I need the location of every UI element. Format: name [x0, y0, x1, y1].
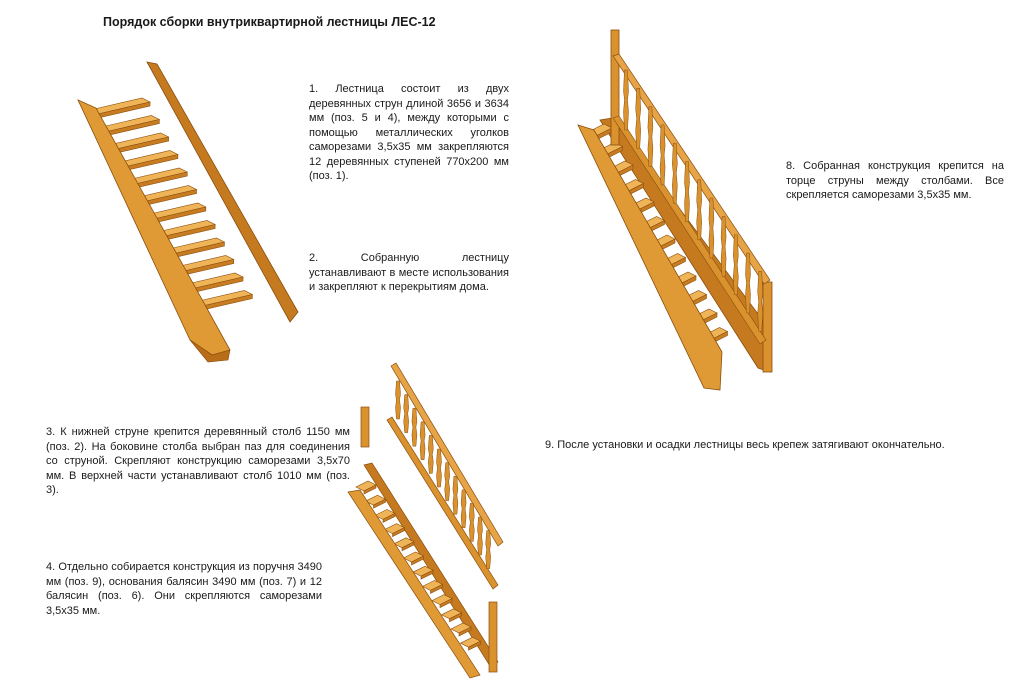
step-2-text: 2. Собранную лестницу устанавливают в месте использования и закрепляют к перекрытиям дома. [309, 252, 509, 293]
baluster [733, 235, 738, 295]
upper-post [361, 407, 369, 447]
page-title: Порядок сборки внутриквартирной лестницы ЛЕС-12 [103, 15, 436, 29]
baluster [648, 107, 653, 167]
baluster [721, 216, 726, 276]
front-stringer [348, 490, 480, 678]
baluster [437, 449, 442, 487]
staircase-illustration-step-8 [578, 30, 772, 390]
step-8-text: 8. Собранная конструкция крепится на торце струны между столбами. Все скрепляется саморезами 3,5х35 мм. [786, 160, 1004, 201]
lower-post [763, 282, 772, 372]
baluster [445, 463, 450, 501]
baluster [420, 422, 425, 460]
staircase-illustration-step-3-4 [348, 363, 503, 678]
step-1-text: 1. Лестница состоит из двух деревянных струн длиной 3656 и 3634 мм (поз. 5 и 4), между которыми с помощью металлических уголков саморезами 3,5х35 мм закрепляются 12 деревянных ступеней 770х200 мм (поз. 1). [309, 83, 509, 182]
step-3-text: 3. К нижней струне крепится деревянный столб 1150 мм (поз. 2). На боковине столба выбран паз для соединения со струной. Скрепляют конструкцию саморезами 3,5х70 мм. В верхней части устанавливают столб 1010 мм (поз. 3). [46, 426, 350, 496]
baluster [428, 435, 433, 473]
staircase-illustration-step-1 [78, 62, 298, 362]
baluster [746, 253, 751, 313]
baluster [486, 531, 491, 569]
baluster [697, 180, 702, 240]
baluster [672, 143, 677, 203]
baluster [685, 162, 690, 222]
baluster [396, 381, 401, 419]
baluster [461, 490, 466, 528]
baluster [624, 70, 629, 130]
baluster [636, 88, 641, 148]
baluster [469, 503, 474, 541]
step-4-text: 4. Отдельно собирается конструкция из поручня 3490 мм (поз. 9), основания балясин 3490 мм (поз. 7) и 12 балясин (поз. 6). Они скрепляются саморезами 3,5х35 мм. [46, 561, 322, 617]
upper-post [611, 30, 619, 145]
lower-post [489, 602, 497, 672]
baluster [758, 271, 763, 331]
baluster [660, 125, 665, 185]
handrail [391, 363, 503, 546]
baluster [453, 476, 458, 514]
baluster [709, 198, 714, 258]
baluster [404, 395, 409, 433]
baluster [412, 408, 417, 446]
step-9-text: 9. После установки и осадки лестницы весь крепеж затягивают окончательно. [545, 439, 945, 451]
baluster [478, 517, 483, 555]
